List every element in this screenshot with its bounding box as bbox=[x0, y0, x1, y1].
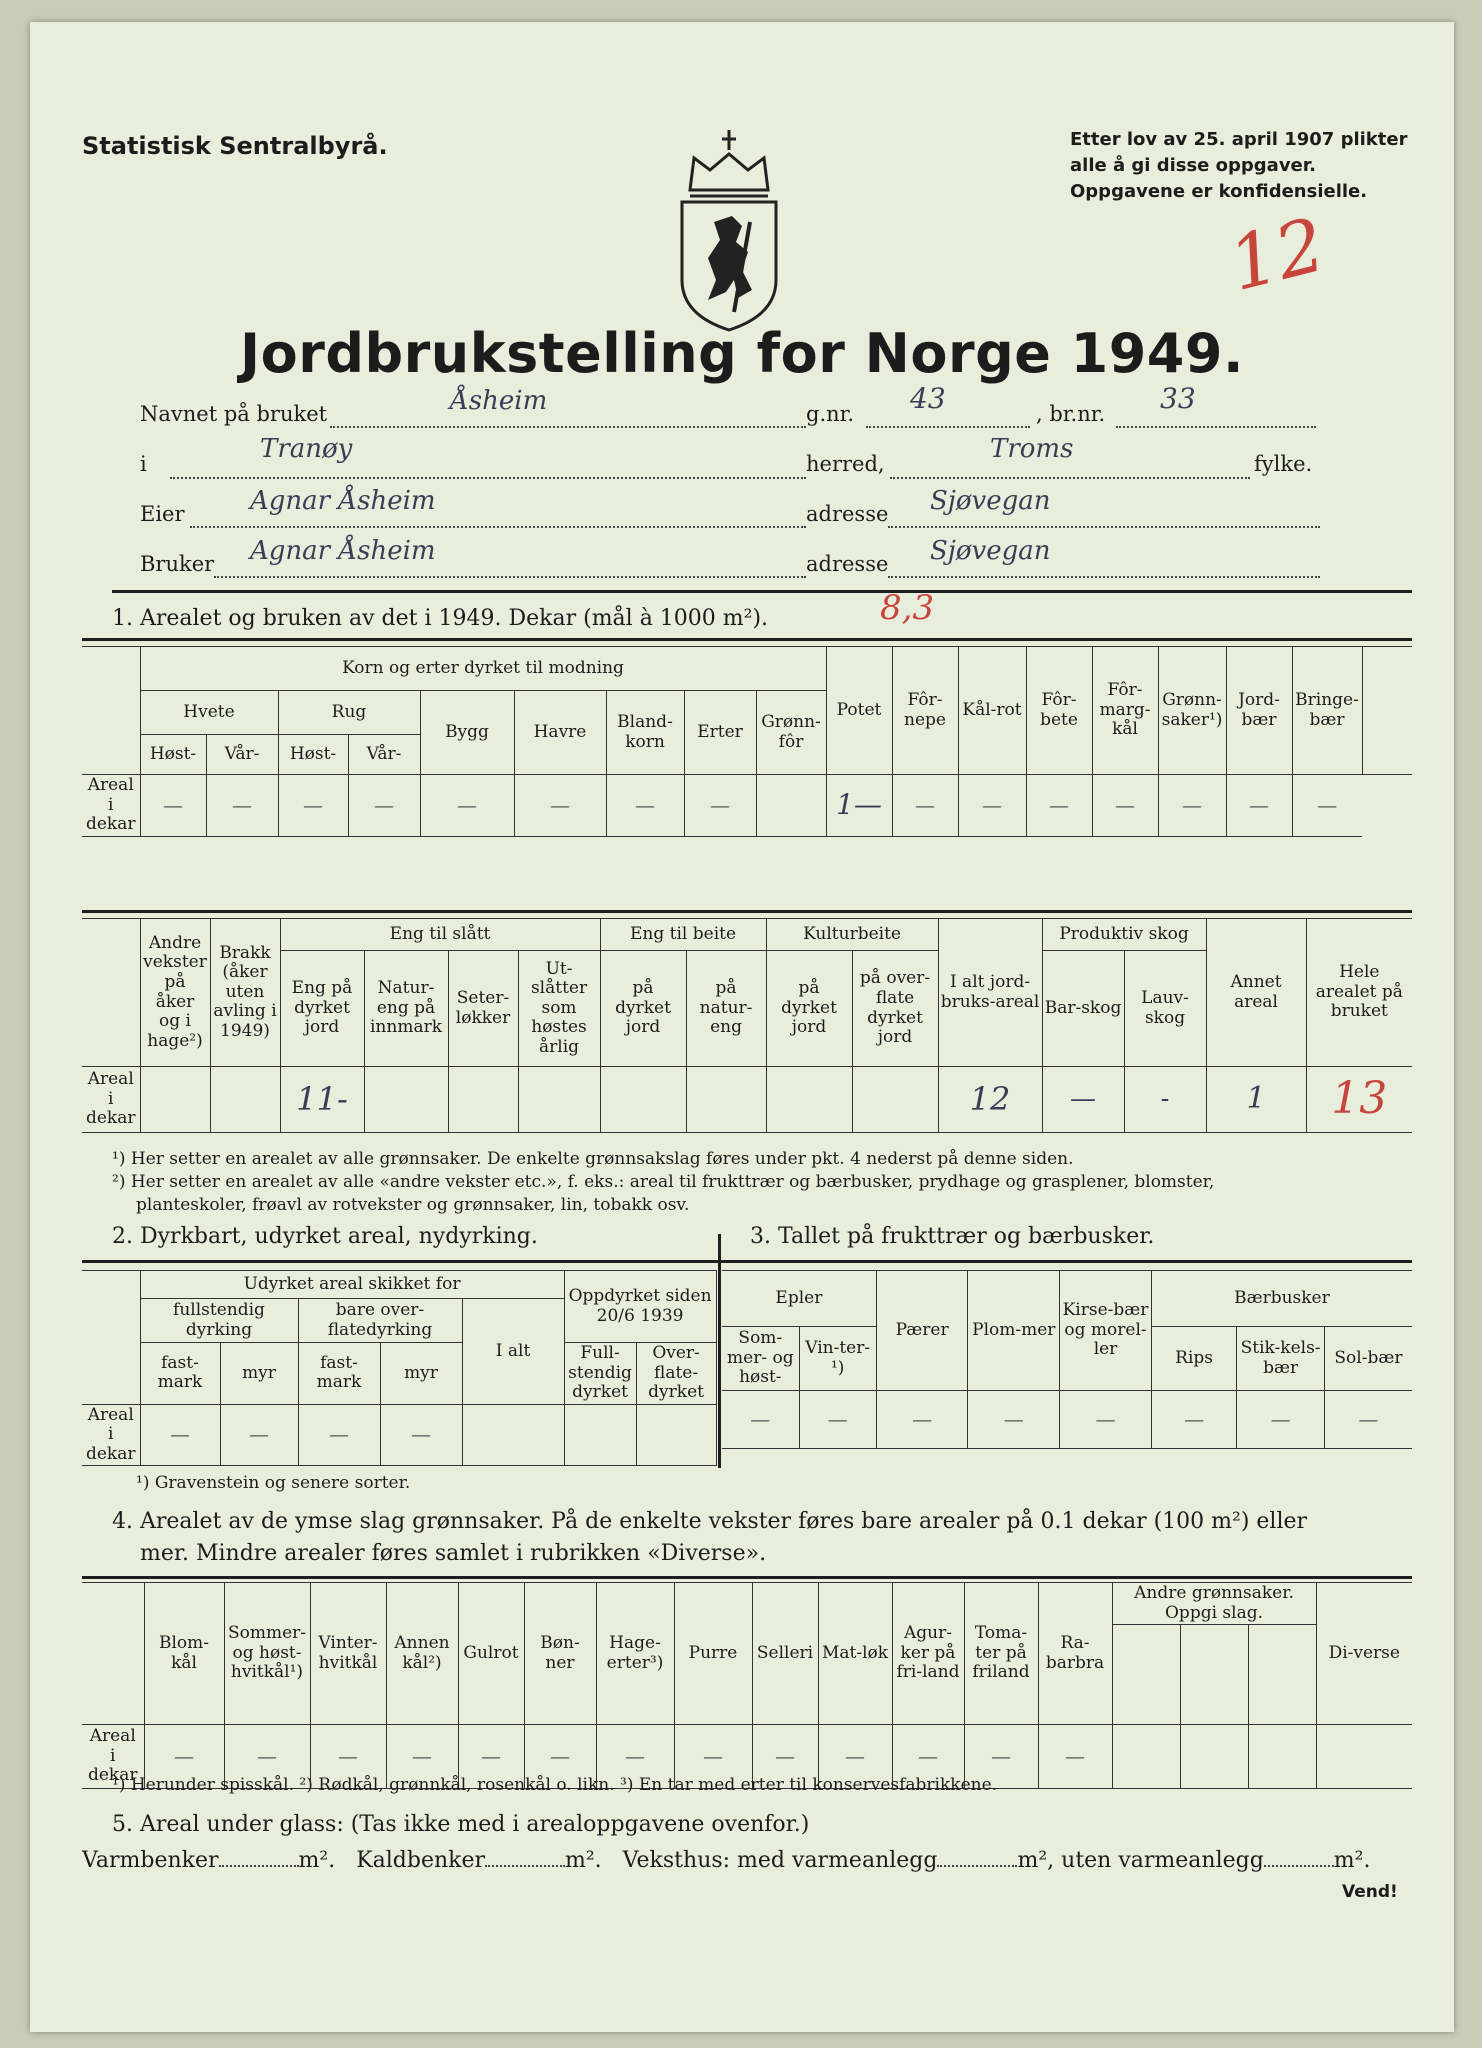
col-header: I alt jord-bruks-areal bbox=[938, 919, 1042, 1067]
col-group-new-cultivated: Oppdyrket siden 20/6 1939 bbox=[564, 1271, 716, 1343]
cell-other-area[interactable]: 1 bbox=[1206, 1067, 1306, 1133]
gnr-label: g.nr. bbox=[806, 402, 855, 426]
cell-other-2[interactable] bbox=[1180, 1725, 1248, 1789]
unit-label: m². bbox=[565, 1848, 602, 1873]
col-header: Hage-erter³) bbox=[596, 1583, 674, 1725]
legal-notice bbox=[1070, 127, 1430, 205]
cell-celery[interactable]: — bbox=[752, 1725, 818, 1789]
cell-vegetables[interactable]: — bbox=[1158, 775, 1226, 837]
col-header: Kål-rot bbox=[958, 647, 1026, 775]
section-4-title-line: 4. Arealet av de ymse slag grønnsaker. På de enkelte vekster føres bare arealer på 0.1 dekar (100 m²) eller bbox=[112, 1509, 1308, 1534]
col-header: myr bbox=[220, 1343, 298, 1405]
col-header: Bringe-bær bbox=[1292, 647, 1362, 775]
coldbeds-input[interactable] bbox=[485, 1865, 565, 1867]
coldbeds-label: Kaldbenker bbox=[356, 1848, 485, 1873]
coat-of-arms-icon bbox=[676, 130, 782, 334]
col-header: på dyrket jord bbox=[766, 951, 852, 1067]
row-label-line: Areal bbox=[87, 775, 134, 796]
col-header: Annet areal bbox=[1206, 919, 1306, 1067]
cell-other-1[interactable] bbox=[1112, 1725, 1180, 1789]
cell-pasture-natural[interactable] bbox=[686, 1067, 766, 1133]
cell-gooseberries[interactable]: — bbox=[1237, 1391, 1325, 1449]
col-header: Vinter-hvitkål bbox=[310, 1583, 386, 1725]
col-header: Bar-skog bbox=[1042, 951, 1124, 1067]
table-corner bbox=[82, 1583, 144, 1725]
cell-outdoor-cucumber[interactable]: — bbox=[892, 1725, 964, 1789]
hotbeds-label: Varmbenker bbox=[82, 1848, 219, 1873]
gnr-value[interactable]: 43 bbox=[910, 382, 946, 415]
col-header: Natur-eng på innmark bbox=[364, 951, 448, 1067]
col-group-apples: Epler bbox=[722, 1271, 876, 1327]
glass-area-line bbox=[82, 1848, 1370, 1873]
divider bbox=[112, 590, 1412, 593]
footnote: ²) Her setter en arealet av alle «andre vekster etc.», f. eks.: areal til frukttrær og bærbusker, prydhage og grasplener, blomster, bbox=[112, 1171, 1215, 1192]
footnote: ¹) Gravenstein og senere sorter. bbox=[136, 1473, 411, 1493]
col-header: myr bbox=[380, 1343, 462, 1405]
col-header: Hele arealet på bruket bbox=[1306, 919, 1412, 1067]
table-section-3 bbox=[722, 1270, 1412, 1449]
cell-rye-autumn[interactable]: — bbox=[278, 775, 348, 837]
footnote: planteskoler, frøavl av rotvekster og grønnsaker, lin, tobakk osv. bbox=[136, 1194, 690, 1215]
col-group-berry-bushes: Bærbusker bbox=[1151, 1271, 1412, 1327]
col-header: på natur-eng bbox=[686, 951, 766, 1067]
cell-fallow[interactable] bbox=[210, 1067, 280, 1133]
cell-cherries[interactable]: — bbox=[1060, 1391, 1152, 1449]
user-address-value[interactable]: Sjøvegan bbox=[930, 536, 1051, 566]
cell-surface-firm[interactable]: — bbox=[298, 1404, 380, 1466]
cell-leek[interactable]: — bbox=[674, 1725, 752, 1789]
bnr-label: , br.nr. bbox=[1036, 402, 1106, 426]
municipality-prefix: i bbox=[140, 452, 147, 476]
row-label bbox=[82, 1067, 140, 1133]
form-page bbox=[30, 22, 1454, 2032]
col-header: Sommer-og høst-hvitkål¹) bbox=[224, 1583, 310, 1725]
cell-blackcurrants[interactable]: — bbox=[1324, 1391, 1412, 1449]
table-area-1b bbox=[82, 918, 1412, 1133]
col-header: Bygg bbox=[420, 691, 514, 775]
cell-conifer-forest[interactable]: — bbox=[1042, 1067, 1124, 1133]
unit-label: m². bbox=[298, 1848, 336, 1873]
user-label: Bruker bbox=[140, 552, 215, 576]
cell-mixed-grain[interactable]: — bbox=[606, 775, 684, 837]
col-header: Potet bbox=[826, 647, 892, 775]
cell-peas[interactable]: — bbox=[684, 775, 756, 837]
col-group-other-vegetables: Andre grønnsaker. Oppgi slag. bbox=[1112, 1583, 1316, 1625]
cell-plums[interactable]: — bbox=[968, 1391, 1060, 1449]
col-header: Havre bbox=[514, 691, 606, 775]
table-section-2 bbox=[82, 1270, 717, 1466]
cell-deciduous-forest[interactable]: - bbox=[1124, 1067, 1206, 1133]
cell-fodder-kale[interactable]: — bbox=[1092, 775, 1158, 837]
col-header: Fôr-marg-kål bbox=[1092, 647, 1158, 775]
divider bbox=[82, 1260, 1412, 1263]
row-label-line: Areal bbox=[87, 1404, 134, 1425]
owner-address-line bbox=[888, 526, 1320, 528]
bnr-line bbox=[1116, 426, 1316, 428]
col-header: Mat-løk bbox=[818, 1583, 892, 1725]
col-header: fast-mark bbox=[140, 1343, 220, 1405]
hotbeds-input[interactable] bbox=[219, 1865, 299, 1867]
herred-label: herred, bbox=[806, 452, 885, 476]
col-group-forest: Produktiv skog bbox=[1042, 919, 1206, 951]
col-header: Ra-barbra bbox=[1038, 1583, 1112, 1725]
col-header-blank[interactable] bbox=[1112, 1625, 1180, 1725]
greenhouse-unheated-input[interactable] bbox=[1264, 1865, 1334, 1867]
col-header: Full-stendig dyrket bbox=[564, 1343, 636, 1405]
cell-surface-bog[interactable]: — bbox=[380, 1404, 462, 1466]
table-corner bbox=[82, 1271, 140, 1405]
col-header: Vår- bbox=[348, 735, 420, 775]
footnotes-section-1 bbox=[112, 1148, 1412, 1217]
fylke-label: fylke. bbox=[1254, 452, 1313, 476]
col-header: Seter-løkker bbox=[448, 951, 518, 1067]
footnote: ¹) Herunder spisskål. ²) Rødkål, grønnkål, rosenkål o. likn. ³) En tar med erter til konservesfabrikkene. bbox=[112, 1775, 998, 1795]
col-header-blank[interactable] bbox=[1248, 1625, 1316, 1725]
col-header: Annen kål²) bbox=[386, 1583, 458, 1725]
row-label-line: i dekar bbox=[85, 1424, 136, 1464]
cell-hay-outlying[interactable] bbox=[518, 1067, 600, 1133]
col-header: Pærer bbox=[876, 1271, 968, 1391]
col-header: Jord-bær bbox=[1226, 647, 1292, 775]
col-header: Rips bbox=[1151, 1327, 1236, 1391]
row-label bbox=[82, 1404, 140, 1466]
cell-new-surface[interactable] bbox=[636, 1404, 716, 1466]
col-header: Blom-kål bbox=[144, 1583, 224, 1725]
cell-green-fodder[interactable] bbox=[756, 775, 826, 837]
cell-other-3[interactable] bbox=[1248, 1725, 1316, 1789]
cell-hay-cultivated[interactable]: 11- bbox=[280, 1067, 364, 1133]
col-header: Agur-ker på fri-land bbox=[892, 1583, 964, 1725]
section-separator bbox=[718, 1234, 721, 1468]
page-title: Jordbrukstelling for Norge 1949. bbox=[240, 322, 1244, 385]
col-header: Grønn-fôr bbox=[756, 691, 826, 775]
turn-over-note: Vend! bbox=[1342, 1882, 1398, 1902]
cell-beans[interactable]: — bbox=[524, 1725, 596, 1789]
cell-carrot[interactable]: — bbox=[458, 1725, 524, 1789]
county-value[interactable]: Troms bbox=[990, 434, 1074, 464]
table-corner bbox=[82, 647, 140, 775]
cell-strawberries[interactable]: — bbox=[1226, 775, 1292, 837]
cell-cauliflower[interactable]: — bbox=[144, 1725, 224, 1789]
cell-raspberries[interactable]: — bbox=[1292, 775, 1362, 837]
cell-garden-peas[interactable]: — bbox=[596, 1725, 674, 1789]
divider bbox=[82, 910, 1412, 913]
handwritten-count: 12 bbox=[1220, 201, 1334, 309]
unit-label: m². bbox=[1333, 1848, 1371, 1873]
cell-fodder-turnip[interactable]: — bbox=[892, 775, 958, 837]
divider bbox=[82, 638, 1412, 641]
cell-apples-winter[interactable]: — bbox=[799, 1391, 876, 1449]
cell-barley[interactable]: — bbox=[420, 775, 514, 837]
section-2-title: 2. Dyrkbart, udyrket areal, nydyrking. bbox=[112, 1224, 538, 1249]
col-header: Høst- bbox=[140, 735, 206, 775]
col-group-uncultivated: Udyrket areal skikket for bbox=[140, 1271, 564, 1299]
col-header: Høst- bbox=[278, 735, 348, 775]
footnote: ¹) Her setter en arealet av alle grønnsaker. De enkelte grønnsakslag føres under pkt. 4 nederst på denne siden. bbox=[112, 1149, 1074, 1169]
user-address-line bbox=[888, 576, 1320, 578]
cell-full-bog[interactable]: — bbox=[220, 1404, 298, 1466]
cell-wheat-autumn[interactable]: — bbox=[140, 775, 206, 837]
section-5-title: 5. Areal under glass: (Tas ikke med i arealoppgavene ovenfor.) bbox=[112, 1812, 810, 1837]
table-area-1a bbox=[82, 646, 1412, 837]
county-line bbox=[890, 477, 1250, 479]
col-header: Kirse-bær og morel-ler bbox=[1060, 1271, 1152, 1391]
cell-fodder-beet[interactable]: — bbox=[1026, 775, 1092, 837]
col-header: Vin-ter-¹) bbox=[799, 1327, 876, 1391]
col-header: Over-flate-dyrket bbox=[636, 1343, 716, 1405]
col-group-cultivated-pasture: Kulturbeite bbox=[766, 919, 938, 951]
row-label-line: Areal bbox=[89, 1726, 136, 1747]
section-1-title: 1. Arealet og bruken av det i 1949. Dekar (mål à 1000 m²). bbox=[112, 606, 769, 631]
table-corner bbox=[82, 919, 140, 1067]
col-header: Erter bbox=[684, 691, 756, 775]
col-group-wheat: Hvete bbox=[140, 691, 278, 735]
user-address-label: adresse bbox=[806, 552, 889, 576]
user-value[interactable]: Agnar Åsheim bbox=[250, 536, 436, 566]
cell-total-farmland[interactable]: 12 bbox=[938, 1067, 1042, 1133]
col-header: på dyrket jord bbox=[600, 951, 686, 1067]
col-header: Brakk (åker uten avling i 1949) bbox=[210, 919, 280, 1067]
col-header: I alt bbox=[462, 1299, 564, 1405]
owner-address-label: adresse bbox=[806, 502, 889, 526]
cell-wheat-spring[interactable]: — bbox=[206, 775, 278, 837]
cell-other-cabbage[interactable]: — bbox=[386, 1725, 458, 1789]
col-header: Grønn-saker¹) bbox=[1158, 647, 1226, 775]
legal-notice-line: alle å gi disse oppgaver. bbox=[1070, 155, 1316, 177]
col-header: Purre bbox=[674, 1583, 752, 1725]
row-label-line: Areal bbox=[87, 1069, 134, 1090]
greenhouse-unheated-label: uten varmeanlegg bbox=[1061, 1848, 1264, 1873]
cell-currants[interactable]: — bbox=[1151, 1391, 1236, 1449]
greenhouse-heated-label: Veksthus: med varmeanlegg bbox=[622, 1848, 938, 1873]
col-header: Bland-korn bbox=[606, 691, 684, 775]
col-header: Sol-bær bbox=[1324, 1327, 1412, 1391]
col-header: Eng på dyrket jord bbox=[280, 951, 364, 1067]
agency-name: Statistisk Sentralbyrå. bbox=[82, 132, 388, 160]
col-group-grain: Korn og erter dyrket til modning bbox=[140, 647, 826, 691]
owner-label: Eier bbox=[140, 502, 185, 526]
cell-full-firm[interactable]: — bbox=[140, 1404, 220, 1466]
legal-notice-line: Oppgavene er konfidensielle. bbox=[1070, 181, 1368, 203]
divider bbox=[82, 1576, 1412, 1579]
cell-new-full[interactable] bbox=[564, 1404, 636, 1466]
legal-notice-line: Etter lov av 25. april 1907 plikter bbox=[1070, 129, 1408, 150]
cell-cultpasture-surface[interactable] bbox=[852, 1067, 938, 1133]
section-4-title-line: mer. Mindre arealer føres samlet i rubrikken «Diverse». bbox=[140, 1540, 767, 1566]
cell-uncultivated-total[interactable] bbox=[462, 1404, 564, 1466]
cell-whole-area[interactable]: 13 bbox=[1306, 1067, 1412, 1133]
cell-other-crops[interactable] bbox=[140, 1067, 210, 1133]
cell-hay-natural[interactable] bbox=[364, 1067, 448, 1133]
row-label bbox=[82, 775, 140, 837]
cell-outdoor-tomato[interactable]: — bbox=[964, 1725, 1038, 1789]
col-header: Selleri bbox=[752, 1583, 818, 1725]
cell-hay-shieling[interactable] bbox=[448, 1067, 518, 1133]
col-header bbox=[1362, 647, 1412, 775]
bnr-value[interactable]: 33 bbox=[1160, 382, 1196, 415]
section-3-title: 3. Tallet på frukttrær og bærbusker. bbox=[750, 1224, 1155, 1249]
row-label-line: i dekar bbox=[85, 1088, 136, 1129]
cell-potato[interactable]: 1— bbox=[826, 775, 892, 837]
col-group-pasture: Eng til beite bbox=[600, 919, 766, 951]
greenhouse-heated-input[interactable] bbox=[937, 1865, 1017, 1867]
col-header: Andre vekster på åker og i hage²) bbox=[140, 919, 210, 1067]
cell-apples-summer[interactable]: — bbox=[722, 1391, 799, 1449]
owner-address-value[interactable]: Sjøvegan bbox=[930, 486, 1051, 516]
col-group-rye: Rug bbox=[278, 691, 420, 735]
unit-label: m², bbox=[1017, 1848, 1055, 1873]
col-header: Toma-ter på friland bbox=[964, 1583, 1038, 1725]
col-header-blank[interactable] bbox=[1180, 1625, 1248, 1725]
col-header: Di-verse bbox=[1316, 1583, 1412, 1725]
row-label-line: i dekar bbox=[85, 794, 136, 835]
farm-name-label: Navnet på bruket bbox=[140, 402, 328, 426]
col-group-full-cultivation: fullstendig dyrking bbox=[140, 1299, 298, 1343]
cell-rhubarb[interactable]: — bbox=[1038, 1725, 1112, 1789]
row-label-line: i dekar bbox=[87, 1745, 138, 1786]
municipality-line bbox=[170, 477, 806, 479]
col-group-hayfield: Eng til slått bbox=[280, 919, 600, 951]
user-line bbox=[214, 576, 806, 578]
col-header: Bøn-ner bbox=[524, 1583, 596, 1725]
col-header: Ut-slåtter som høstes årlig bbox=[518, 951, 600, 1067]
col-header: Fôr-bete bbox=[1026, 647, 1092, 775]
cell-swede[interactable]: — bbox=[818, 1725, 892, 1789]
col-header: Vår- bbox=[206, 735, 278, 775]
cell-winter-cabbage[interactable]: — bbox=[310, 1725, 386, 1789]
cell-cultpasture-cultivated[interactable] bbox=[766, 1067, 852, 1133]
col-header: Som-mer- og høst- bbox=[722, 1327, 799, 1391]
col-header: fast-mark bbox=[298, 1343, 380, 1405]
cell-rye-spring[interactable]: — bbox=[348, 775, 420, 837]
farm-name-value[interactable]: Åsheim bbox=[450, 386, 548, 416]
col-header: Lauv-skog bbox=[1124, 951, 1206, 1067]
handwritten-total-area: 8,3 bbox=[880, 588, 935, 628]
col-header: Plom-mer bbox=[968, 1271, 1060, 1391]
farm-name-line bbox=[330, 426, 806, 428]
cell-diverse[interactable] bbox=[1316, 1725, 1412, 1789]
col-header: Gulrot bbox=[458, 1583, 524, 1725]
table-section-4 bbox=[82, 1582, 1412, 1789]
municipality-value[interactable]: Tranøy bbox=[260, 434, 353, 464]
gnr-line bbox=[866, 426, 1030, 428]
owner-value[interactable]: Agnar Åsheim bbox=[250, 486, 436, 516]
cell-pasture-cultivated[interactable] bbox=[600, 1067, 686, 1133]
col-header: Stik-kels-bær bbox=[1237, 1327, 1325, 1391]
cell-kohlrabi[interactable]: — bbox=[958, 775, 1026, 837]
section-4-title bbox=[112, 1506, 1412, 1570]
col-header: på over-flate dyrket jord bbox=[852, 951, 938, 1067]
cell-oats[interactable]: — bbox=[514, 775, 606, 837]
owner-line bbox=[190, 526, 806, 528]
col-group-surface-cultivation: bare over-flatedyrking bbox=[298, 1299, 462, 1343]
col-header: Fôr-nepe bbox=[892, 647, 958, 775]
cell-summer-cabbage[interactable]: — bbox=[224, 1725, 310, 1789]
cell-pears[interactable]: — bbox=[876, 1391, 968, 1449]
